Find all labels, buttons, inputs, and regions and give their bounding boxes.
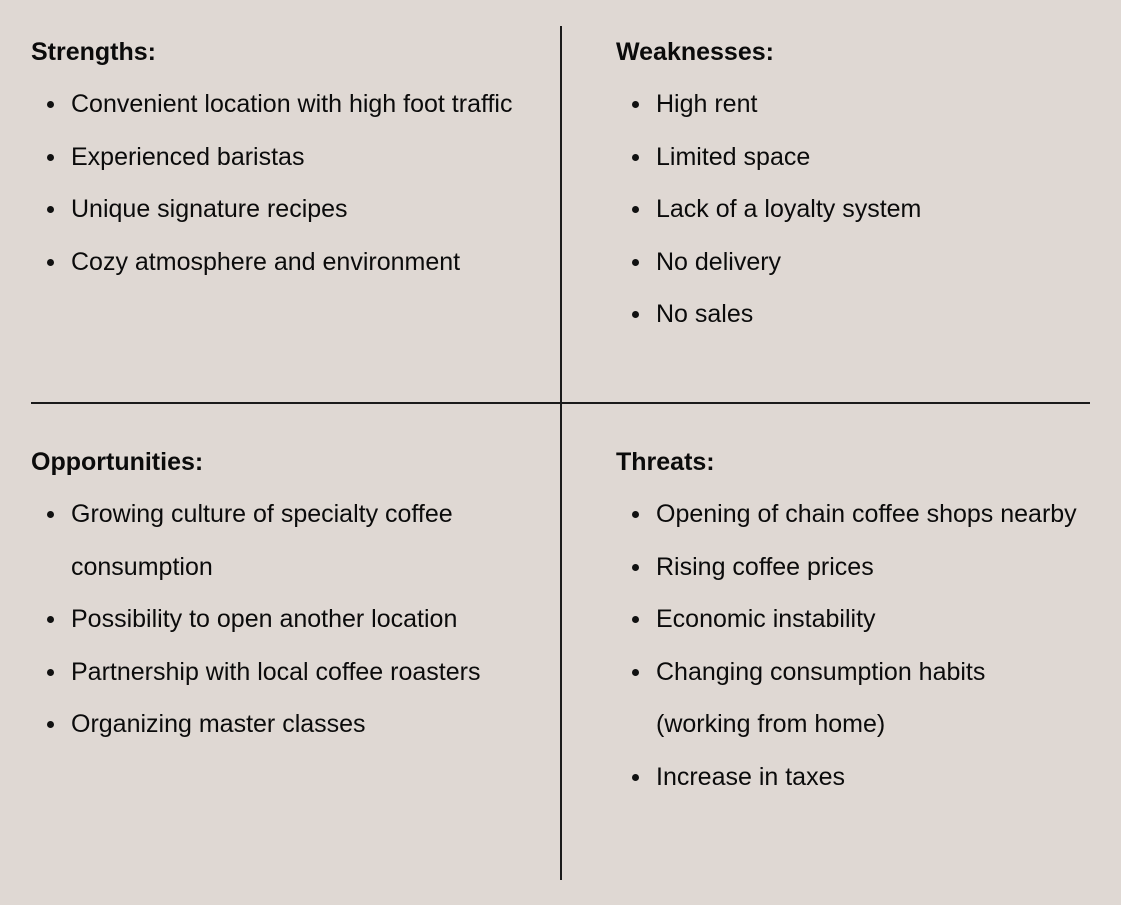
weaknesses-quadrant — [616, 36, 1086, 341]
horizontal-divider — [31, 402, 1090, 404]
threats-list — [616, 488, 1086, 803]
weaknesses-list — [616, 78, 1086, 341]
list-item: Experienced baristas — [31, 131, 531, 184]
list-item: Organizing master classes — [31, 698, 531, 751]
list-item: No delivery — [616, 236, 1086, 289]
threats-title: Threats: — [616, 448, 715, 476]
opportunities-title: Opportunities: — [31, 448, 204, 476]
list-item: Growing culture of specialty coffee consumption — [31, 488, 531, 593]
opportunities-list — [31, 488, 531, 751]
threats-quadrant — [616, 446, 1086, 803]
list-item: Possibility to open another location — [31, 593, 531, 646]
list-item: Limited space — [616, 131, 1086, 184]
list-item: Rising coffee prices — [616, 541, 1086, 594]
list-item: No sales — [616, 288, 1086, 341]
strengths-list — [31, 78, 531, 288]
list-item: Cozy atmosphere and environment — [31, 236, 531, 289]
list-item: Convenient location with high foot traffic — [31, 78, 531, 131]
list-item: Opening of chain coffee shops nearby — [616, 488, 1086, 541]
vertical-divider — [560, 26, 562, 880]
list-item: High rent — [616, 78, 1086, 131]
list-item: Economic instability — [616, 593, 1086, 646]
list-item: Increase in taxes — [616, 751, 1086, 804]
list-item: Lack of a loyalty system — [616, 183, 1086, 236]
list-item: Unique signature recipes — [31, 183, 531, 236]
strengths-quadrant — [31, 36, 531, 288]
list-item: Partnership with local coffee roasters — [31, 646, 531, 699]
opportunities-quadrant — [31, 446, 531, 751]
list-item: Changing consumption habits (working from home) — [616, 646, 1086, 751]
strengths-title: Strengths: — [31, 38, 156, 66]
weaknesses-title: Weaknesses: — [616, 38, 774, 66]
